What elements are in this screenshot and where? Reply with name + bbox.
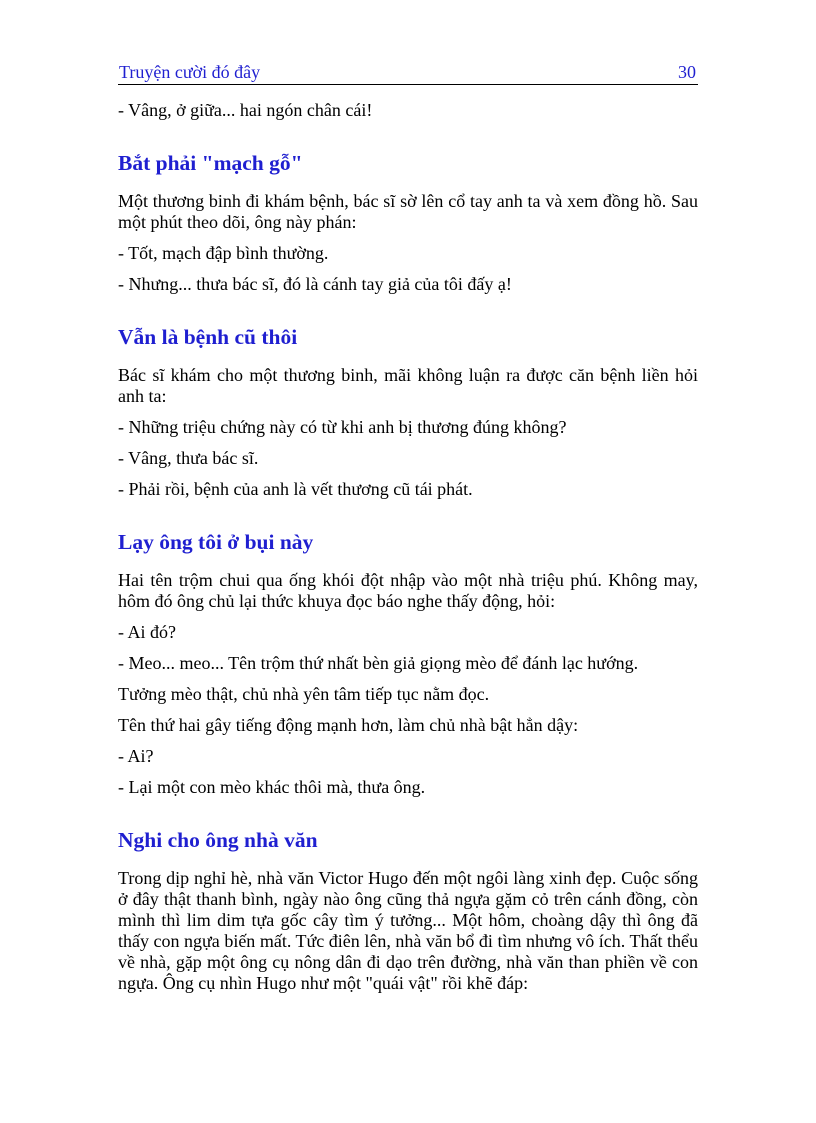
page-content — [118, 100, 698, 1004]
dialogue-line: - Ai? — [118, 746, 154, 766]
story-paragraph: Hai tên trộm chui qua ống khói đột nhập vào một nhà triệu phú. Không may, hôm đó ông chủ lại thức khuya đọc báo nghe thấy động, hỏi: — [118, 570, 698, 611]
dialogue-line: - Meo... meo... Tên trộm thứ nhất bèn giả giọng mèo để đánh lạc hướng. — [118, 653, 639, 673]
story-mach-go — [118, 151, 698, 295]
page-header — [118, 62, 698, 85]
story-title: Bắt phải "mạch gỗ" — [118, 151, 303, 175]
story-benh-cu — [118, 325, 698, 500]
page-number: 30 — [678, 62, 696, 82]
book-title: Truyện cười đó đây — [119, 62, 261, 82]
story-paragraph: Trong dịp nghỉ hè, nhà văn Victor Hugo đến một ngôi làng xinh đẹp. Cuộc sống ở đây thật thanh bình, ngày nào ông cũng thả ngựa gặm cỏ trên cánh đồng, còn mình thì lim dim tựa gốc cây tìm ý tưởng... Một hôm, choàng dậy thì ông đã thấy con ngựa biến mất. Tức điên lên, nhà văn bổ đi tìm nhưng vô ích. Thất thểu về nhà, gặp một ông cụ nông dân đi dạo trên đường, nhà văn than phiền về con ngựa. Ông cụ nhìn Hugo như một "quái vật" rồi khẽ đáp: — [118, 868, 698, 993]
story-lay-ong — [118, 530, 698, 798]
dialogue-line: - Lại một con mèo khác thôi mà, thưa ông. — [118, 777, 426, 797]
story-paragraph: Một thương binh đi khám bệnh, bác sĩ sờ lên cổ tay anh ta và xem đồng hồ. Sau một phút theo dõi, ông này phán: — [118, 191, 698, 232]
dialogue-line: - Ai đó? — [118, 622, 176, 642]
dialogue-line: - Vâng, thưa bác sĩ. — [118, 448, 259, 468]
dialogue-line: - Tốt, mạch đập bình thường. — [118, 243, 329, 263]
intro-line: - Vâng, ở giữa... hai ngón chân cái! — [118, 100, 373, 120]
dialogue-line: - Phải rồi, bệnh của anh là vết thương cũ tái phát. — [118, 479, 473, 499]
story-paragraph: Bác sĩ khám cho một thương binh, mãi không luận ra được căn bệnh liền hỏi anh ta: — [118, 365, 698, 406]
story-paragraph: Tên thứ hai gây tiếng động mạnh hơn, làm chủ nhà bật hẳn dậy: — [118, 715, 579, 735]
story-title: Vẫn là bệnh cũ thôi — [118, 325, 298, 349]
dialogue-line: - Những triệu chứng này có từ khi anh bị thương đúng không? — [118, 417, 567, 437]
story-title: Nghi cho ông nhà văn — [118, 828, 318, 852]
dialogue-line: - Nhưng... thưa bác sĩ, đó là cánh tay giả của tôi đấy ạ! — [118, 274, 512, 294]
story-nha-van — [118, 828, 698, 994]
story-title: Lạy ông tôi ở bụi này — [118, 530, 314, 554]
story-paragraph: Tưởng mèo thật, chủ nhà yên tâm tiếp tục nằm đọc. — [118, 684, 490, 704]
